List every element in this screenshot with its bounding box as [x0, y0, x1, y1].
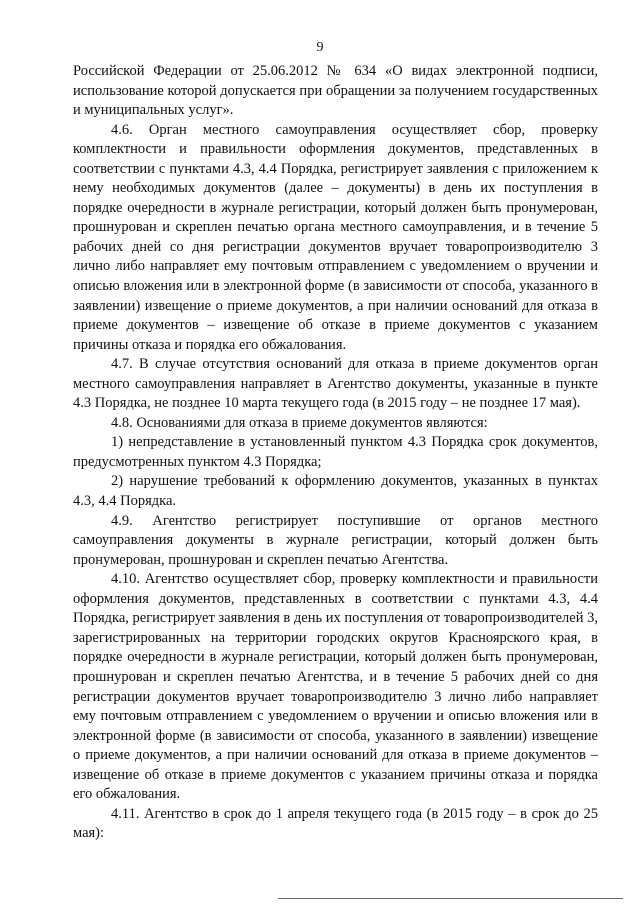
paragraph-4-10: 4.10. Агентство осуществляет сбор, проверку комплектности и правильности оформления документов, представленных в соответствии с пунктами 4.3, 4.4 Порядка, регистрирует заявления в день их поступления от товаропроизводителей 3, зарегистрированных на территории городских округов Красноярского края, в порядке очередности в журнале регистрации, который должен быть пронумерован, прошнурован и скреплен печатью Агентства, и в течение 5 рабочих дней со дня регистрации документов вручает товаропроизводителю 3 лично либо направляет ему почтовым отправлением с уведомлением о вручении и описью вложения или в электронной форме (в зависимости от способа, указанного в заявлении) извещение о приеме документов, а при наличии оснований для отказа в приеме документов – извещение об отказе в приеме документов с указанием причины отказа и порядка его обжалования. [73, 571, 598, 803]
paragraph-continuation: Российской Федерации от 25.06.2012 № 634 «О видах электронной подписи, использование которой допускается при обращении за получением государственных и муниципальных услуг». [73, 63, 598, 119]
paragraph-4-8: 4.8. Основаниями для отказа в приеме документов являются: [111, 414, 488, 431]
paragraph-4-7: 4.7. В случае отсутствия оснований для отказа в приеме документов орган местного самоуправления направляет в Агентство документы, указанные в пункте 4.3 Порядка, не позднее 10 марта текущего года (в 2015 году – не позднее 17 мая). [73, 356, 598, 412]
paragraph-4-9: 4.9. Агентство регистрирует поступившие от органов местного самоуправления документы в журнале регистрации, который должен быть пронумерован, прошнурован и скреплен печатью Агентства. [73, 512, 598, 568]
paragraph-4-6: 4.6. Орган местного самоуправления осуществляет сбор, проверку комплектности и правильности оформления документов, представленных в соответствии с пунктами 4.3, 4.4 Порядка, регистрирует заявления с приложением к нему необходимых документов (далее – документы) в день их поступления в порядке очередности в журнале регистрации, который должен быть пронумерован, прошнурован и скреплен печатью органа местного самоуправления, и в течение 5 рабочих дней со дня регистрации документов вручает товаропроизводителю 3 лично либо направляет ему почтовым отправлением с уведомлением о вручении и описью вложения или в электронной форме (в зависимости от способа, указанного в заявлении) извещение о приеме документов, а при наличии оснований для отказа в приеме документов – извещение об отказе в приеме документов с указанием причины отказа и порядка его обжалования. [73, 121, 598, 353]
scan-edge-line [278, 898, 623, 899]
list-item-1: 1) непредставление в установленный пунктом 4.3 Порядка срок документов, предусмотренных пунктом 4.3 Порядка; [73, 434, 598, 470]
list-item-2: 2) нарушение требований к оформлению документов, указанных в пунктах 4.3, 4.4 Порядка. [73, 473, 598, 510]
document-body [73, 62, 598, 844]
page-number: 9 [316, 40, 324, 55]
paragraph-4-11: 4.11. Агентство в срок до 1 апреля текущего года (в 2015 году – в срок до 25 мая): [73, 805, 598, 842]
